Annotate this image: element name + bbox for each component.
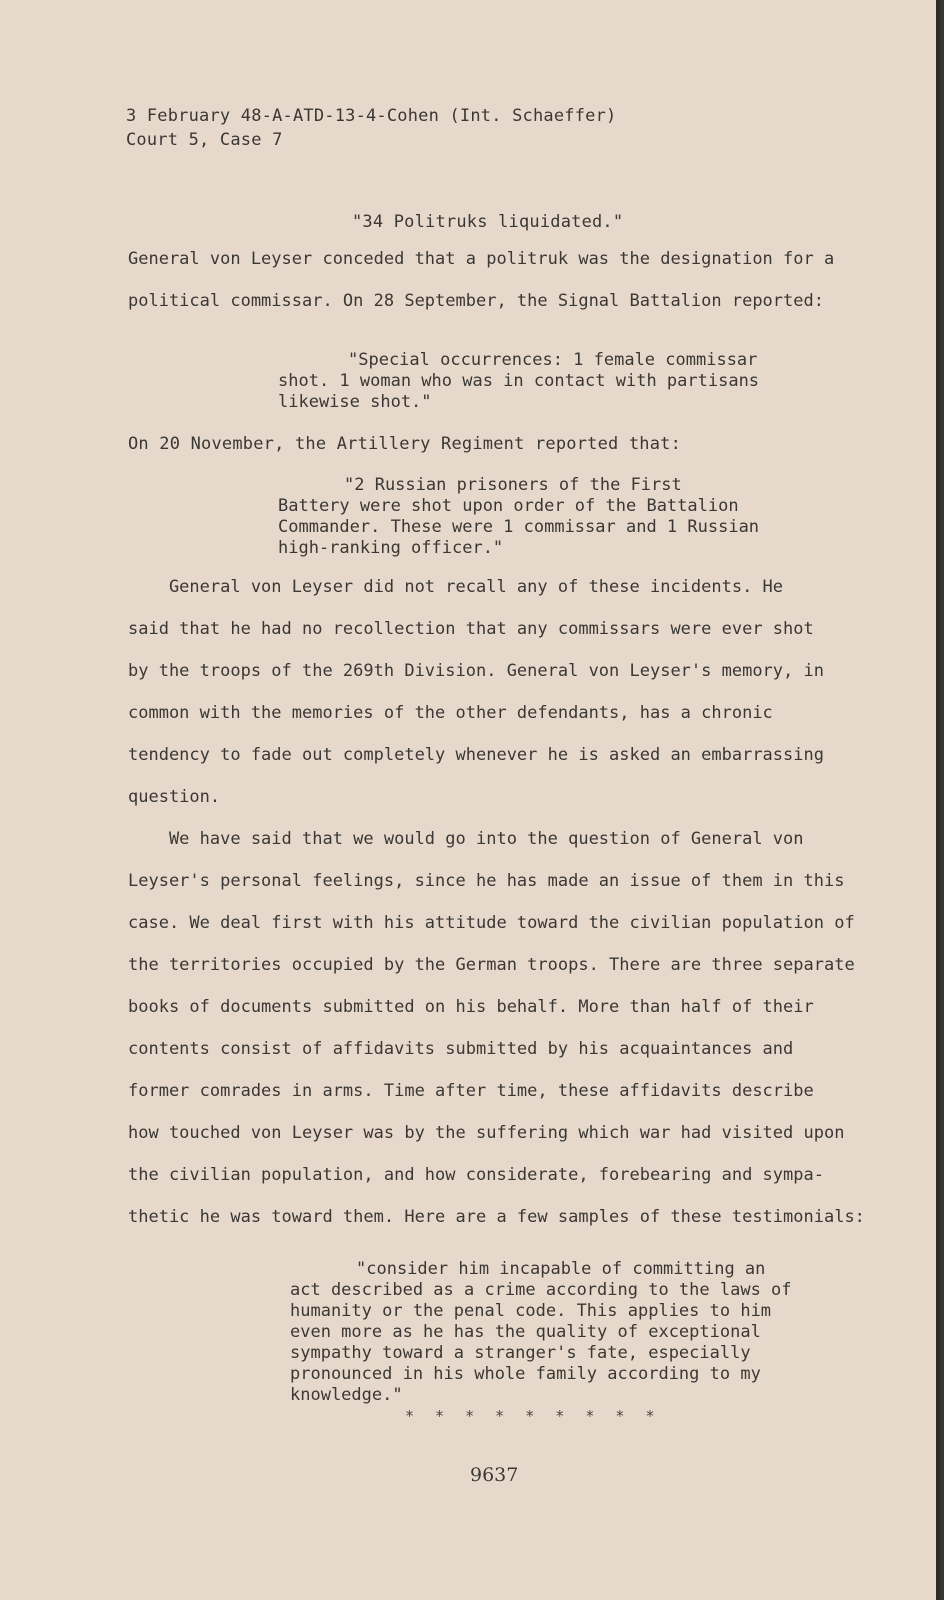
text-line: the territories occupied by the German troops. There are three separate <box>128 955 855 975</box>
asterisk-separator: * * * * * * * * * <box>405 1407 661 1425</box>
quote-line: knowledge." <box>290 1385 403 1405</box>
paragraph-politruk <box>128 238 868 322</box>
quote-line: high-ranking officer." <box>278 538 504 558</box>
text-line: General von Leyser did not recall any of these incidents. He <box>128 577 784 597</box>
quote-line: "2 Russian prisoners of the First <box>344 475 682 495</box>
quote-line: pronounced in his whole family according to my <box>290 1364 761 1384</box>
block-quote-artillery <box>278 475 760 559</box>
quote-line: likewise shot." <box>278 392 432 412</box>
quote-line: Commander. These were 1 commissar and 1 Russian <box>278 517 760 537</box>
quote-line: even more as he has the quality of exceptional <box>290 1322 761 1342</box>
text-line: question. <box>128 787 221 807</box>
paragraph-personal-feelings <box>128 818 868 1238</box>
text-line: books of documents submitted on his behalf. More than half of their <box>128 997 814 1017</box>
block-quote-signal-battalion <box>278 350 760 413</box>
header-court-line: Court 5, Case 7 <box>126 130 283 150</box>
text-line: the civilian population, and how considerate, forebearing and sympa- <box>128 1165 824 1185</box>
text-line: former comrades in arms. Time after time, these affidavits describe <box>128 1081 814 1101</box>
paragraph-recollection <box>128 566 868 818</box>
quote-line: Battery were shot upon order of the Battalion <box>278 496 739 516</box>
quote-line: sympathy toward a stranger's fate, especially <box>290 1343 751 1363</box>
paragraph-artillery-intro: On 20 November, the Artillery Regiment reported that: <box>128 434 682 454</box>
quote-line: "Special occurrences: 1 female commissar <box>348 350 758 370</box>
page-number: 9637 <box>470 1464 519 1486</box>
text-line: political commissar. On 28 September, the Signal Battalion reported: <box>128 291 824 311</box>
quote-line: shot. 1 woman who was in contact with partisans <box>278 371 760 391</box>
text-line: common with the memories of the other defendants, has a chronic <box>128 703 773 723</box>
text-line: General von Leyser conceded that a politruk was the designation for a <box>128 249 835 269</box>
quote-line: act described as a crime according to the laws of <box>290 1280 792 1300</box>
text-line: by the troops of the 269th Division. General von Leyser's memory, in <box>128 661 824 681</box>
quoted-heading: "34 Politruks liquidated." <box>352 212 624 232</box>
header-date-line: 3 February 48-A-ATD-13-4-Cohen (Int. Schaeffer) <box>126 106 617 126</box>
text-line: We have said that we would go into the question of General von <box>128 829 804 849</box>
block-quote-testimonial <box>290 1259 792 1406</box>
text-line: tendency to fade out completely whenever he is asked an embarrassing <box>128 745 824 765</box>
text-line: case. We deal first with his attitude toward the civilian population of <box>128 913 855 933</box>
quote-line: humanity or the penal code. This applies to him <box>290 1301 772 1321</box>
text-line: thetic he was toward them. Here are a few samples of these testimonials: <box>128 1207 865 1227</box>
quote-line: "consider him incapable of committing an <box>356 1259 766 1279</box>
text-line: Leyser's personal feelings, since he has made an issue of them in this <box>128 871 845 891</box>
text-line: how touched von Leyser was by the suffering which war had visited upon <box>128 1123 845 1143</box>
text-line: said that he had no recollection that any commissars were ever shot <box>128 619 814 639</box>
text-line: contents consist of affidavits submitted by his acquaintances and <box>128 1039 794 1059</box>
